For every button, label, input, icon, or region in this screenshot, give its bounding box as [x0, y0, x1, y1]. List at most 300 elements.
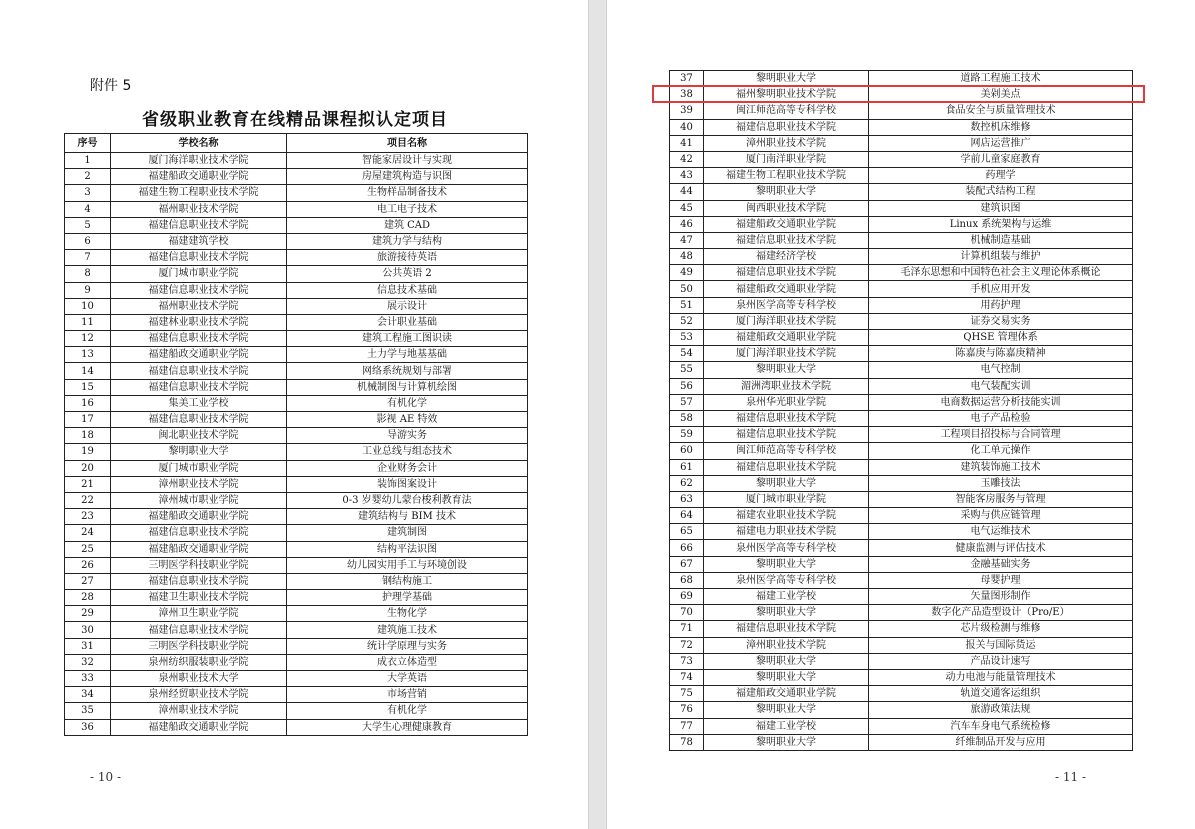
row-index: 32 [65, 654, 111, 670]
row-project: 药理学 [869, 168, 1133, 184]
row-index: 39 [670, 103, 704, 119]
table-row [670, 281, 1133, 297]
row-project: 健康监测与评估技术 [869, 540, 1133, 556]
table-row [670, 394, 1133, 410]
row-index: 45 [670, 200, 704, 216]
row-school: 泉州经贸职业技术学院 [111, 687, 287, 703]
course-table-right [669, 70, 1133, 751]
header-project: 项目名称 [287, 134, 528, 153]
row-project: 道路工程施工技术 [869, 71, 1133, 87]
row-school: 漳州卫生职业学院 [111, 606, 287, 622]
row-index: 73 [670, 653, 704, 669]
row-index: 4 [65, 201, 111, 217]
row-project: 生物样品制备技术 [287, 185, 528, 201]
row-index: 54 [670, 346, 704, 362]
row-school: 闽北职业技术学院 [111, 428, 287, 444]
table-row [65, 606, 528, 622]
row-school: 黎明职业大学 [111, 444, 287, 460]
table-row [65, 201, 528, 217]
row-project: 土力学与地基基础 [287, 347, 528, 363]
row-school: 福建船政交通职业学院 [111, 509, 287, 525]
row-school: 三明医学科技职业学院 [111, 638, 287, 654]
row-project: 矢量图形制作 [869, 589, 1133, 605]
row-project: 报关与国际货运 [869, 637, 1133, 653]
row-index: 53 [670, 330, 704, 346]
row-project: 建筑工程施工图识读 [287, 331, 528, 347]
row-index: 43 [670, 168, 704, 184]
row-project: 成衣立体造型 [287, 654, 528, 670]
table-row [65, 395, 528, 411]
row-project: 旅游政策法规 [869, 702, 1133, 718]
table-row [65, 687, 528, 703]
row-index: 2 [65, 169, 111, 185]
row-index: 30 [65, 622, 111, 638]
table-row [670, 508, 1133, 524]
row-index: 72 [670, 637, 704, 653]
table-row [670, 718, 1133, 734]
row-index: 12 [65, 331, 111, 347]
row-project: 动力电池与能量管理技术 [869, 669, 1133, 685]
row-index: 41 [670, 135, 704, 151]
row-index: 37 [670, 71, 704, 87]
row-index: 38 [670, 87, 704, 103]
row-school: 福建信息职业技术学院 [704, 119, 869, 135]
row-project: 建筑 CAD [287, 217, 528, 233]
table-row [670, 524, 1133, 540]
row-project: 芯片级检测与维修 [869, 621, 1133, 637]
row-index: 25 [65, 541, 111, 557]
table-row [670, 249, 1133, 265]
row-school: 福建卫生职业技术学院 [111, 590, 287, 606]
row-index: 55 [670, 362, 704, 378]
row-index: 47 [670, 232, 704, 248]
table-row [670, 605, 1133, 621]
row-project: 食品安全与质量管理技术 [869, 103, 1133, 119]
table-row [65, 153, 528, 169]
row-index: 77 [670, 718, 704, 734]
row-project: 有机化学 [287, 395, 528, 411]
row-index: 20 [65, 460, 111, 476]
row-index: 57 [670, 394, 704, 410]
row-index: 52 [670, 313, 704, 329]
table-row [670, 637, 1133, 653]
row-project: 用药护理 [869, 297, 1133, 313]
row-project: 数字化产品造型设计（Pro/E） [869, 605, 1133, 621]
row-index: 3 [65, 185, 111, 201]
row-school: 泉州华光职业学院 [704, 394, 869, 410]
row-school: 福建船政交通职业学院 [704, 216, 869, 232]
table-row [670, 216, 1133, 232]
row-index: 21 [65, 476, 111, 492]
table-row [65, 428, 528, 444]
row-index: 44 [670, 184, 704, 200]
table-row [65, 412, 528, 428]
row-school: 福建信息职业技术学院 [111, 412, 287, 428]
row-project: 轨道交通客运组织 [869, 686, 1133, 702]
row-school: 泉州医学高等专科学校 [704, 297, 869, 313]
row-project: 建筑制图 [287, 525, 528, 541]
table-row [670, 151, 1133, 167]
row-index: 1 [65, 153, 111, 169]
table-row [670, 362, 1133, 378]
row-school: 福建信息职业技术学院 [704, 265, 869, 281]
row-school: 福建信息职业技术学院 [111, 525, 287, 541]
course-table-left [64, 133, 528, 736]
row-school: 福建船政交通职业学院 [111, 719, 287, 735]
table-row [670, 669, 1133, 685]
row-school: 福建船政交通职业学院 [704, 330, 869, 346]
table-row [670, 410, 1133, 426]
row-project: 工程项目招投标与合同管理 [869, 427, 1133, 443]
row-project: 网络系统规划与部署 [287, 363, 528, 379]
row-project: 公共英语 2 [287, 266, 528, 282]
row-school: 福州职业技术学院 [111, 298, 287, 314]
row-index: 64 [670, 508, 704, 524]
table-row [65, 347, 528, 363]
row-index: 27 [65, 573, 111, 589]
row-school: 黎明职业大学 [704, 475, 869, 491]
row-index: 10 [65, 298, 111, 314]
row-school: 福建经济学校 [704, 249, 869, 265]
table-row [670, 135, 1133, 151]
row-project: 0-3 岁婴幼儿蒙台梭利教育法 [287, 492, 528, 508]
row-project: 统计学原理与实务 [287, 638, 528, 654]
table-row [65, 671, 528, 687]
row-index: 61 [670, 459, 704, 475]
row-project: 会计职业基础 [287, 314, 528, 330]
row-project: 装饰图案设计 [287, 476, 528, 492]
row-school: 集美工业学校 [111, 395, 287, 411]
row-school: 福建信息职业技术学院 [704, 621, 869, 637]
table-row [65, 233, 528, 249]
row-project: 房屋建筑构造与识图 [287, 169, 528, 185]
row-project: QHSE 管理体系 [869, 330, 1133, 346]
header-school: 学校名称 [111, 134, 287, 153]
row-project: 产品设计速写 [869, 653, 1133, 669]
table-row [65, 282, 528, 298]
row-school: 黎明职业大学 [704, 669, 869, 685]
row-project: 电子产品检验 [869, 410, 1133, 426]
row-project: 手机应用开发 [869, 281, 1133, 297]
row-school: 福建信息职业技术学院 [111, 282, 287, 298]
table-row [670, 459, 1133, 475]
table-row [65, 444, 528, 460]
row-school: 厦门城市职业学院 [704, 491, 869, 507]
row-school: 福州黎明职业技术学院 [704, 87, 869, 103]
row-project: 智能家居设计与实现 [287, 153, 528, 169]
row-project: 导游实务 [287, 428, 528, 444]
row-school: 福建工业学校 [704, 718, 869, 734]
table-row [670, 200, 1133, 216]
row-school: 黎明职业大学 [704, 605, 869, 621]
table-row [65, 638, 528, 654]
row-index: 6 [65, 233, 111, 249]
table-row [670, 427, 1133, 443]
row-project: 美剁美点 [869, 87, 1133, 103]
row-project: 企业财务会计 [287, 460, 528, 476]
row-school: 福建信息职业技术学院 [111, 217, 287, 233]
table-row [65, 719, 528, 735]
row-index: 67 [670, 556, 704, 572]
row-index: 7 [65, 250, 111, 266]
row-index: 49 [670, 265, 704, 281]
row-project: 毛泽东思想和中国特色社会主义理论体系概论 [869, 265, 1133, 281]
row-index: 35 [65, 703, 111, 719]
row-project: 展示设计 [287, 298, 528, 314]
row-school: 泉州职业技术大学 [111, 671, 287, 687]
table-row [65, 622, 528, 638]
row-school: 福建信息职业技术学院 [111, 250, 287, 266]
row-project: 工业总线与组态技术 [287, 444, 528, 460]
row-project: 大学生心理健康教育 [287, 719, 528, 735]
row-project: 建筑力学与结构 [287, 233, 528, 249]
row-index: 28 [65, 590, 111, 606]
row-school: 闽江师范高等专科学校 [704, 103, 869, 119]
highlight-box [652, 85, 1145, 103]
row-project: 建筑识图 [869, 200, 1133, 216]
row-school: 湄洲湾职业技术学院 [704, 378, 869, 394]
row-school: 福建船政交通职业学院 [704, 281, 869, 297]
page-gutter [589, 0, 605, 829]
row-school: 三明医学科技职业学院 [111, 557, 287, 573]
table-row [65, 476, 528, 492]
row-index: 40 [670, 119, 704, 135]
table-row [670, 686, 1133, 702]
table-row [65, 314, 528, 330]
row-school: 福建信息职业技术学院 [111, 622, 287, 638]
row-project: 计算机组装与维护 [869, 249, 1133, 265]
row-school: 福州职业技术学院 [111, 201, 287, 217]
table-row [670, 168, 1133, 184]
row-project: 化工单元操作 [869, 443, 1133, 459]
table-row [670, 313, 1133, 329]
header-index: 序号 [65, 134, 111, 153]
table-row [65, 509, 528, 525]
table-row [65, 460, 528, 476]
row-school: 漳州职业技术学院 [111, 476, 287, 492]
row-index: 58 [670, 410, 704, 426]
row-index: 36 [65, 719, 111, 735]
row-school: 福建电力职业技术学院 [704, 524, 869, 540]
table-row [670, 443, 1133, 459]
table-header-row [65, 134, 528, 153]
table-row [65, 331, 528, 347]
row-index: 51 [670, 297, 704, 313]
row-index: 17 [65, 412, 111, 428]
table-row [670, 119, 1133, 135]
table-row [65, 298, 528, 314]
row-school: 泉州纺织服装职业学院 [111, 654, 287, 670]
row-index: 56 [670, 378, 704, 394]
row-project: 有机化学 [287, 703, 528, 719]
row-index: 69 [670, 589, 704, 605]
table-row [670, 184, 1133, 200]
row-index: 14 [65, 363, 111, 379]
row-project: 电气控制 [869, 362, 1133, 378]
row-school: 福建生物工程职业技术学院 [704, 168, 869, 184]
row-project: 电工电子技术 [287, 201, 528, 217]
row-school: 漳州职业技术学院 [111, 703, 287, 719]
row-school: 福建农业职业技术学院 [704, 508, 869, 524]
row-project: 电气运维技术 [869, 524, 1133, 540]
row-project: 建筑装饰施工技术 [869, 459, 1133, 475]
row-project: 幼儿园实用手工与环境创设 [287, 557, 528, 573]
table-row [670, 265, 1133, 281]
row-index: 68 [670, 572, 704, 588]
row-school: 黎明职业大学 [704, 71, 869, 87]
row-project: 装配式结构工程 [869, 184, 1133, 200]
table-row [65, 169, 528, 185]
table-row [65, 250, 528, 266]
row-school: 福建信息职业技术学院 [111, 363, 287, 379]
row-index: 50 [670, 281, 704, 297]
table-row [65, 379, 528, 395]
row-project: 电商数据运营分析技能实训 [869, 394, 1133, 410]
row-project: 影视 AE 特效 [287, 412, 528, 428]
row-project: 信息技术基础 [287, 282, 528, 298]
row-index: 13 [65, 347, 111, 363]
row-index: 42 [670, 151, 704, 167]
row-index: 34 [65, 687, 111, 703]
row-project: 学前儿童家庭教育 [869, 151, 1133, 167]
row-school: 福建工业学校 [704, 589, 869, 605]
table-row [670, 475, 1133, 491]
row-school: 厦门城市职业学院 [111, 266, 287, 282]
row-project: 智能客房服务与管理 [869, 491, 1133, 507]
table-row [670, 346, 1133, 362]
row-school: 福建信息职业技术学院 [704, 410, 869, 426]
row-index: 66 [670, 540, 704, 556]
table-row [670, 378, 1133, 394]
table-row [670, 556, 1133, 572]
row-school: 福建信息职业技术学院 [111, 331, 287, 347]
row-school: 福建建筑学校 [111, 233, 287, 249]
row-index: 71 [670, 621, 704, 637]
row-school: 闽江师范高等专科学校 [704, 443, 869, 459]
row-project: 钢结构施工 [287, 573, 528, 589]
row-school: 厦门城市职业学院 [111, 460, 287, 476]
table-row [670, 734, 1133, 750]
row-index: 24 [65, 525, 111, 541]
row-school: 漳州职业技术学院 [704, 637, 869, 653]
row-index: 74 [670, 669, 704, 685]
row-project: 机械制图与计算机绘图 [287, 379, 528, 395]
row-project: 网店运营推广 [869, 135, 1133, 151]
row-school: 漳州职业技术学院 [704, 135, 869, 151]
row-index: 60 [670, 443, 704, 459]
row-index: 29 [65, 606, 111, 622]
table-row [670, 491, 1133, 507]
row-index: 62 [670, 475, 704, 491]
row-school: 福建船政交通职业学院 [111, 541, 287, 557]
row-project: 玉雕技法 [869, 475, 1133, 491]
table-row [65, 573, 528, 589]
document-title: 省级职业教育在线精品课程拟认定项目 [142, 110, 448, 130]
row-index: 33 [65, 671, 111, 687]
row-school: 福建信息职业技术学院 [111, 573, 287, 589]
row-project: 数控机床维修 [869, 119, 1133, 135]
row-index: 19 [65, 444, 111, 460]
table-row [670, 103, 1133, 119]
row-index: 65 [670, 524, 704, 540]
row-school: 闽西职业技术学院 [704, 200, 869, 216]
row-school: 福建信息职业技术学院 [704, 427, 869, 443]
row-project: 市场营销 [287, 687, 528, 703]
row-school: 泉州医学高等专科学校 [704, 572, 869, 588]
table-row [65, 492, 528, 508]
row-index: 18 [65, 428, 111, 444]
row-project: 汽车车身电气系统检修 [869, 718, 1133, 734]
row-index: 9 [65, 282, 111, 298]
row-project: 机械制造基础 [869, 232, 1133, 248]
row-school: 福建船政交通职业学院 [704, 686, 869, 702]
row-index: 16 [65, 395, 111, 411]
row-project: 电气装配实训 [869, 378, 1133, 394]
row-index: 5 [65, 217, 111, 233]
page-number-left: - 10 - [90, 770, 122, 784]
row-school: 黎明职业大学 [704, 702, 869, 718]
row-index: 48 [670, 249, 704, 265]
table-row [65, 703, 528, 719]
row-school: 福建生物工程职业技术学院 [111, 185, 287, 201]
row-index: 31 [65, 638, 111, 654]
row-project: 旅游接待英语 [287, 250, 528, 266]
row-project: 采购与供应链管理 [869, 508, 1133, 524]
table-row [65, 557, 528, 573]
row-project: 陈嘉庚与陈嘉庚精神 [869, 346, 1133, 362]
table-row [65, 525, 528, 541]
table-row [670, 621, 1133, 637]
row-index: 78 [670, 734, 704, 750]
row-school: 福建船政交通职业学院 [111, 169, 287, 185]
table-row [670, 589, 1133, 605]
table-row [670, 572, 1133, 588]
table-row [65, 266, 528, 282]
row-school: 厦门南洋职业学院 [704, 151, 869, 167]
table-row [670, 653, 1133, 669]
row-index: 11 [65, 314, 111, 330]
table-row [65, 363, 528, 379]
row-index: 59 [670, 427, 704, 443]
row-school: 厦门海洋职业技术学院 [111, 153, 287, 169]
table-row [670, 232, 1133, 248]
table-row [65, 217, 528, 233]
row-school: 黎明职业大学 [704, 653, 869, 669]
row-project: 金融基础实务 [869, 556, 1133, 572]
table-row [670, 540, 1133, 556]
row-project: 生物化学 [287, 606, 528, 622]
row-school: 泉州医学高等专科学校 [704, 540, 869, 556]
row-project: 建筑结构与 BIM 技术 [287, 509, 528, 525]
row-school: 黎明职业大学 [704, 184, 869, 200]
attachment-label: 附件 5 [90, 78, 132, 94]
row-index: 8 [65, 266, 111, 282]
row-project: Linux 系统架构与运维 [869, 216, 1133, 232]
row-school: 福建船政交通职业学院 [111, 347, 287, 363]
table-row [670, 297, 1133, 313]
row-school: 厦门海洋职业技术学院 [704, 346, 869, 362]
row-index: 23 [65, 509, 111, 525]
row-index: 63 [670, 491, 704, 507]
table-row [65, 185, 528, 201]
row-school: 福建信息职业技术学院 [704, 232, 869, 248]
table-row [65, 654, 528, 670]
row-project: 纤维制品开发与应用 [869, 734, 1133, 750]
row-project: 母婴护理 [869, 572, 1133, 588]
row-project: 结构平法识图 [287, 541, 528, 557]
row-index: 46 [670, 216, 704, 232]
table-row [670, 702, 1133, 718]
